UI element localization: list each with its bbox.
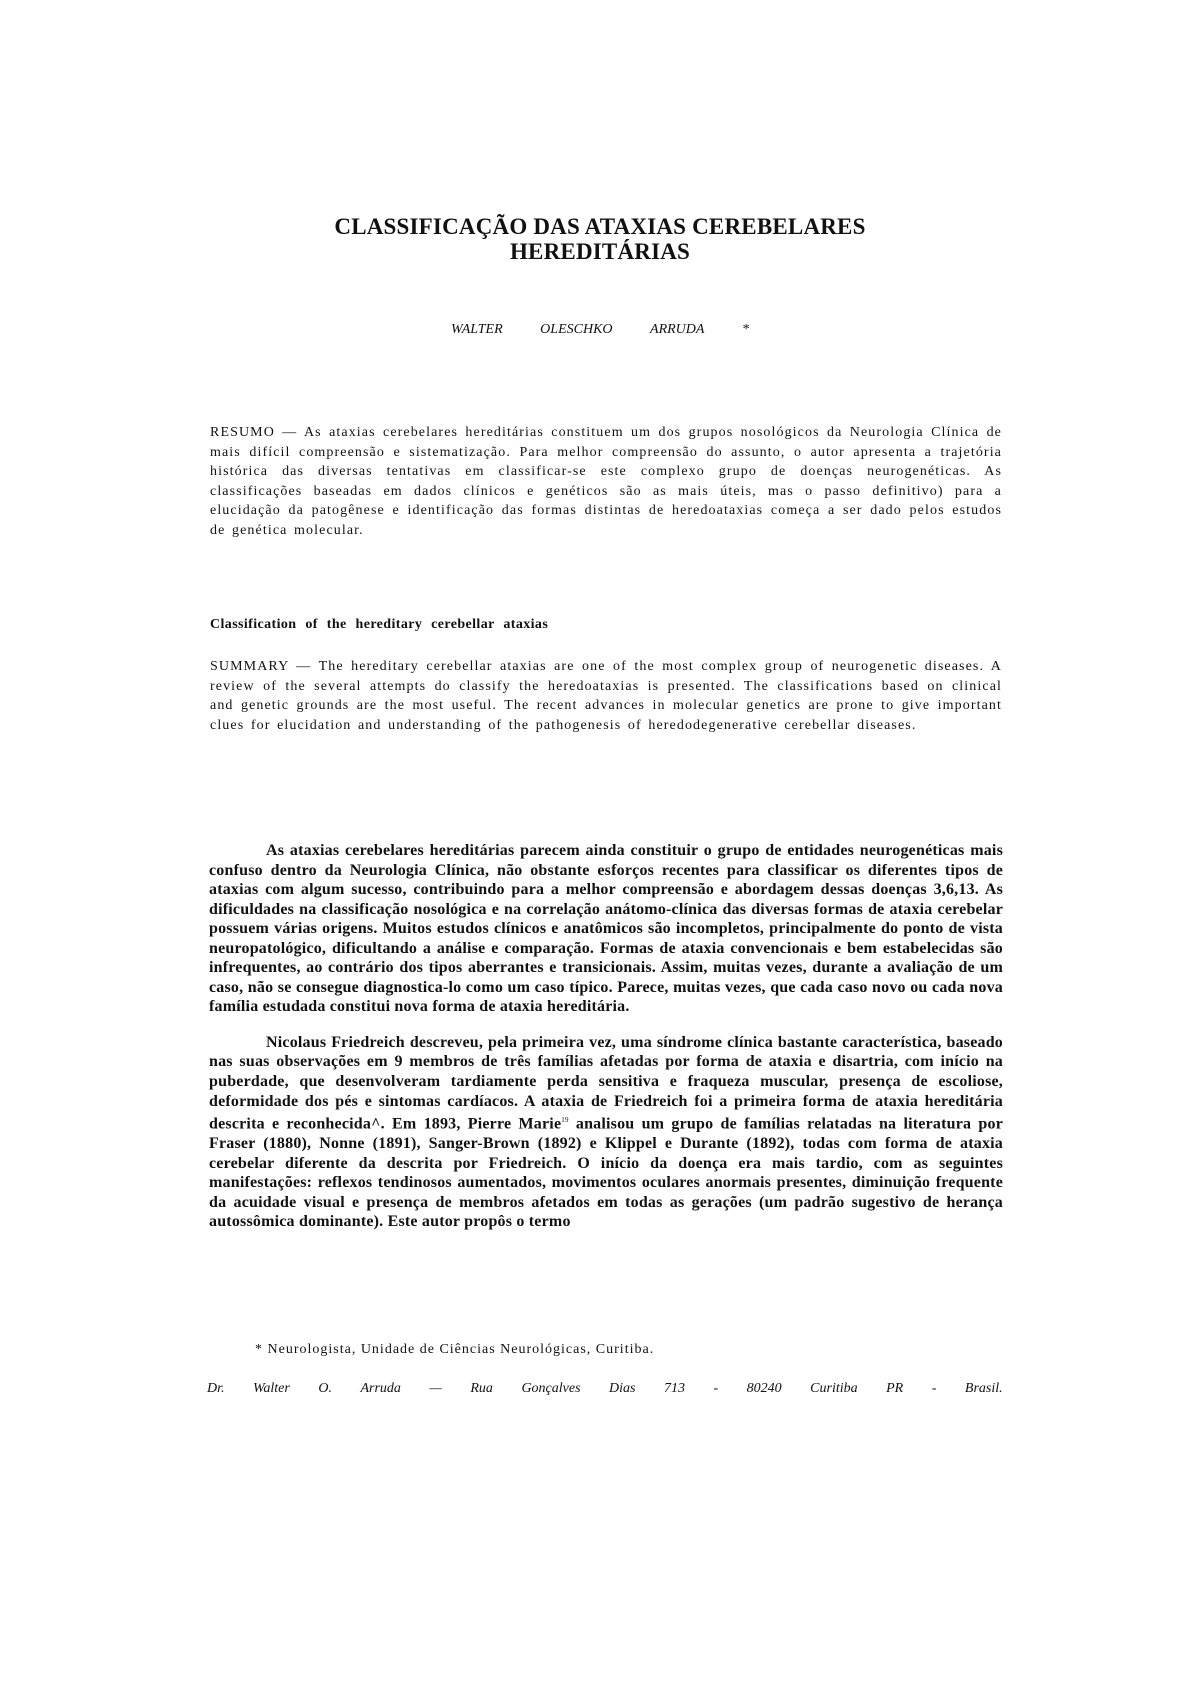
author-last-name: ARRUDA (650, 322, 705, 337)
title-line-1: CLASSIFICAÇÃO DAS ATAXIAS CEREBELARES (334, 214, 866, 239)
address-token: Dias (609, 1381, 636, 1396)
author-footnote-marker: * (741, 322, 749, 337)
address-token: Curitiba (810, 1381, 858, 1396)
address-token: - (931, 1381, 937, 1396)
address-token: 713 (663, 1381, 685, 1396)
title-line-2: HEREDITÁRIAS (509, 239, 691, 264)
address-token: PR (886, 1381, 904, 1396)
resumo-abstract (210, 423, 1002, 541)
english-title: Classification of the hereditary cerebellar ataxias (210, 617, 549, 632)
author-middle-name: OLESCHKO (540, 322, 613, 337)
body-paragraph-1: As ataxias cerebelares hereditárias parecem ainda constituir o grupo de entidades neurogenéticas mais confuso dentro da Neurologia Clínica, não obstante esforços recentes para classificar os diferentes tipos de ataxias com algum sucesso, contribuindo para a melhor compreensão e abordagem dessas doenças 3,6,13. As dificuldades na classificação nosológica e na correlação anátomo-clínica das diversas formas de ataxia cerebelar possuem várias origens. Muitos estudos clínicos e anatômicos são incompletos, principalmente do ponto de vista neuropatológico, dificultando a análise e comparação. Formas de ataxia convencionais e bem estabelecidas são infrequentes, ao contrário dos tipos aberrantes e transicionais. Assim, muitas vezes, durante a avaliação de um caso, não se consegue diagnostica-lo como um caso típico. Parece, muitas vezes, que cada caso novo ou cada nova família estudada constitui nova forma de ataxia hereditária. (209, 842, 1003, 1016)
address-token: Dr. (207, 1381, 225, 1396)
correspondence-address (207, 1381, 1028, 1397)
address-token: - (713, 1381, 719, 1396)
address-token: 80240 (746, 1381, 782, 1396)
address-token: Gonçalves (521, 1381, 581, 1396)
address-token: Walter (253, 1381, 290, 1396)
body-paragraph-2-part-a: Nicolaus Friedreich descreveu, pela primeira vez, uma síndrome clínica bastante característica, baseado nas suas observações em 9 membros de três famílias afetadas por forma de ataxia e disartria, com início na puberdade, que desenvolveram tardiamente perda sensitiva e fraqueza muscular, presença de escoliose, deformidade dos pés e sintomas cardíacos. A ataxia de Friedreich foi a primeira forma de ataxia hereditária descrita e reconhecida^. Em 1893, Pierre Marie (209, 1033, 1003, 1133)
address-token: — (429, 1381, 442, 1396)
address-token: Rua (470, 1381, 493, 1396)
body-text (209, 841, 1003, 1248)
address-token: Arruda (360, 1381, 401, 1396)
author-line (0, 322, 1200, 338)
article-title (260, 214, 940, 264)
summary-text: SUMMARY — The hereditary cerebellar ataxias are one of the most complex group of neurogenetic diseases. A review of the several attempts do classify the heredoataxias is presented. The classifications based on clinical and genetic grounds are the most useful. The recent advances in molecular genetics are prone to give important clues for elucidation and understanding of the pathogenesis of heredodegenerative cerebellar diseases. (210, 659, 1002, 733)
author-first-name: WALTER (451, 322, 503, 337)
body-paragraph-2 (209, 1033, 1003, 1232)
author-footnote: * Neurologista, Unidade de Ciências Neurológicas, Curitiba. (255, 1342, 655, 1357)
address-token: O. (318, 1381, 332, 1396)
citation-superscript: 19 (561, 1116, 569, 1125)
address-token: Brasil. (964, 1381, 1003, 1396)
summary-abstract (210, 657, 1002, 735)
body-paragraph-2-part-b: analisou um grupo de famílias relatadas na literatura por Fraser (1880), Nonne (1891), Sanger-Brown (1892) e Klippel e Durante (1892), todas com forma de ataxia cerebelar diferente da descrita por Friedreich. O início da doença era mais tardio, com as seguintes manifestações: reflexos tendinosos aumentados, movimentos oculares anormais presentes, diminuição frequente da acuidade visual e presença de membros afetados em todas as gerações (um padrão sugestivo de herança autossômica dominante). Este autor propôs o termo (209, 1115, 1003, 1231)
resumo-text: RESUMO — As ataxias cerebelares hereditárias constituem um dos grupos nosológicos da Neurologia Clínica de mais difícil compreensão e sistematização. Para melhor compreensão do assunto, o autor apresenta a trajetória histórica das diversas tentativas em classificar-se este complexo grupo de doenças neurogenéticas. As classificações baseadas em dados clínicos e genéticos são as mais úteis, mas o passo definitivo) para a elucidação da patogênese e identificação das formas distintas de heredoataxias começa a ser dado pelos estudos de genética molecular. (210, 425, 1002, 538)
